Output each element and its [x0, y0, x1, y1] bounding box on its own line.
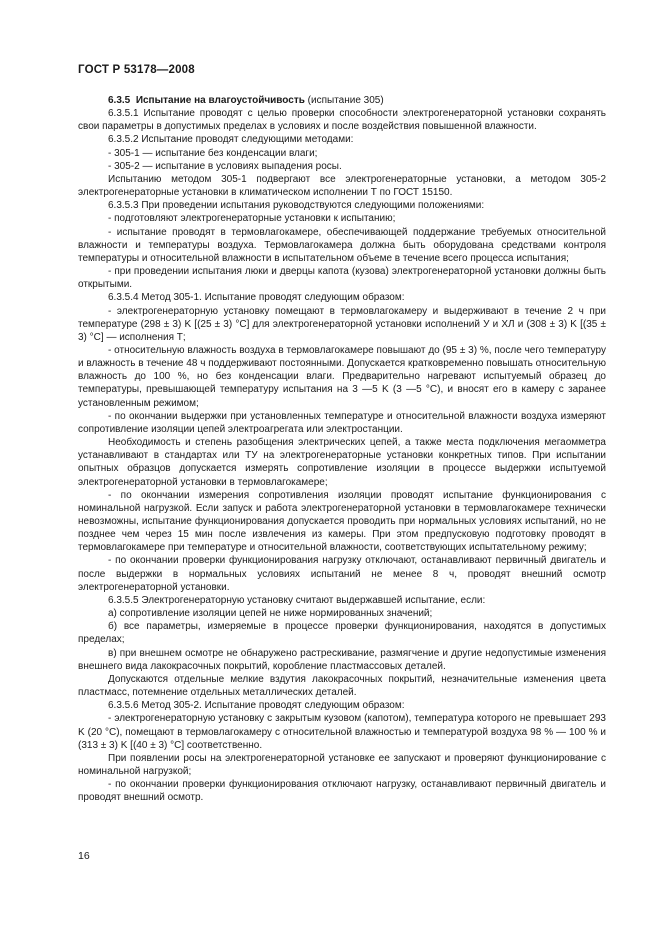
section-title-suffix: (испытание 305) [304, 95, 384, 106]
paragraph: 6.3.5.1 Испытание проводят с целью проверки способности электрогенераторной установки сохранять свои параметры в допустимых пределах в условиях и после воздействия повышенной влажности. [78, 108, 606, 133]
page-number: 16 [78, 850, 90, 862]
paragraph: - относительную влажность воздуха в термовлагокамере повышают до (95 ± 3) %, после чего температуру и влажность в течение 48 ч поддерживают постоянными. Допускается кратковременно повышать относительную влажность до 100 %, но без конденсации влаги. Предварительно нагревают испытуемый образец до температуры, превышающей температуру испытания на 3 —5 K (3 —5 °C), и вносят его в камеру с заранее установленным режимом; [78, 344, 606, 409]
paragraph: 6.3.5.4 Метод 305-1. Испытание проводят следующим образом: [108, 292, 405, 304]
paragraph: 6.3.5.6 Метод 305-2. Испытание проводят следующим образом: [108, 700, 405, 712]
paragraph: Допускаются отдельные мелкие вздутия лакокрасочных покрытий, незначительные изменения цвета пластмасс, потемнение отдельных металлических деталей. [78, 673, 606, 699]
document-body [78, 94, 606, 804]
section-number: 6.3.5 [108, 95, 131, 106]
paragraph: - испытание проводят в термовлагокамере, обеспечивающей поддержание требуемых относительной влажности и температуры воздуха. Термовлагокамера должна быть оборудована средствами контроля температуры и относительной влажности в испытательном объеме в течение всего процесса испытания; [78, 226, 606, 264]
paragraph: в) при внешнем осмотре не обнаружено растрескивание, размягчение и другие недопустимые изменения внешнего вида лакокрасочных покрытий, коробление пластмассовых деталей. [78, 647, 606, 672]
paragraph: - электрогенераторную установку с закрытым кузовом (капотом), температура которого не превышает 293 K (20 °C), помещают в термовлагокамеру с относительной влажностью и температурой воздуха 98 % — 100 % и (313 ± 3) K [(40 ± 3) °C] соответственно. [78, 713, 606, 751]
paragraph: Необходимость и степень разобщения электрических цепей, а также места подключения мегаомметра устанавливают в стандартах или ТУ на электрогенераторные установки конкретных типов. При испытании опытных образцов допускается измерять сопротивление изоляции в процессе выдержки испытуемой электрогенераторной установки в термовлагокамере; [78, 437, 606, 488]
paragraph: 6.3.5.2 Испытание проводят следующими методами: [108, 134, 354, 146]
paragraph: - 305-2 — испытание в условиях выпадения росы. [108, 160, 342, 172]
paragraph: - по окончании проверки функционирования нагрузку отключают, останавливают первичный двигатель и после выдержки в нормальных условиях испытаний не менее 8 ч, проводят внешний осмотр электрогенераторной установки. [78, 555, 606, 593]
section-title: Испытание на влагоустойчивость [135, 95, 305, 106]
paragraph: - при проведении испытания люки и дверцы капота (кузова) электрогенераторной установки должны быть открытыми. [78, 266, 606, 291]
paragraph: Испытанию методом 305-1 подвергают все электрогенераторные установки, а методом 305-2 электрогенераторные установки в климатическом исполнении Т по ГОСТ 15150. [78, 173, 606, 199]
paragraph: - по окончании выдержки при установленных температуре и относительной влажности воздуха измеряют сопротивление изоляции цепей электроагрегата или электростанции. [78, 410, 606, 435]
document-header: ГОСТ Р 53178—2008 [78, 64, 195, 76]
paragraph: При появлении росы на электрогенераторной установке ее запускают и проверяют функционирование с номинальной нагрузкой; [78, 752, 606, 777]
paragraph: - по окончании проверки функционирования отключают нагрузку, останавливают первичный двигатель и проводят внешний осмотр. [78, 779, 606, 804]
paragraph: - подготовляют электрогенераторные установки к испытанию; [108, 213, 396, 225]
paragraph: - электрогенераторную установку помещают в термовлагокамеру и выдерживают в течение 2 ч при температуре (298 ± 3) K [(25 ± 3) °C] для электрогенераторной установки исполнений У и ХЛ и (308 ± 3) K [(35 ± 3) °C] — исполнения Т; [78, 305, 606, 343]
section-heading [78, 94, 606, 107]
paragraph: а) сопротивление изоляции цепей не ниже нормированных значений; [108, 608, 433, 620]
paragraph: - по окончании измерения сопротивления изоляции проводят испытание функционирования с номинальной нагрузкой. Если запуск и работа электрогенераторной установки в термовлагокамере технически невозможны, испытание функционирования допускается проводить при нормальных условиях испытаний, но не позднее чем через 15 мин после извлечения из камеры. При этом предпусковую подготовку проводят в термовлагокамере при температуре и относительной влажности, соответствующих испытательному режиму; [78, 489, 606, 554]
paragraph: 6.3.5.5 Электрогенераторную установку считают выдержавшей испытание, если: [108, 594, 486, 606]
paragraph: 6.3.5.3 При проведении испытания руководствуются следующими положениями: [108, 200, 485, 212]
paragraph: б) все параметры, измеряемые в процессе проверки функционирования, находятся в допустимых пределах; [78, 621, 606, 646]
paragraph: - 305-1 — испытание без конденсации влаги; [108, 147, 318, 159]
